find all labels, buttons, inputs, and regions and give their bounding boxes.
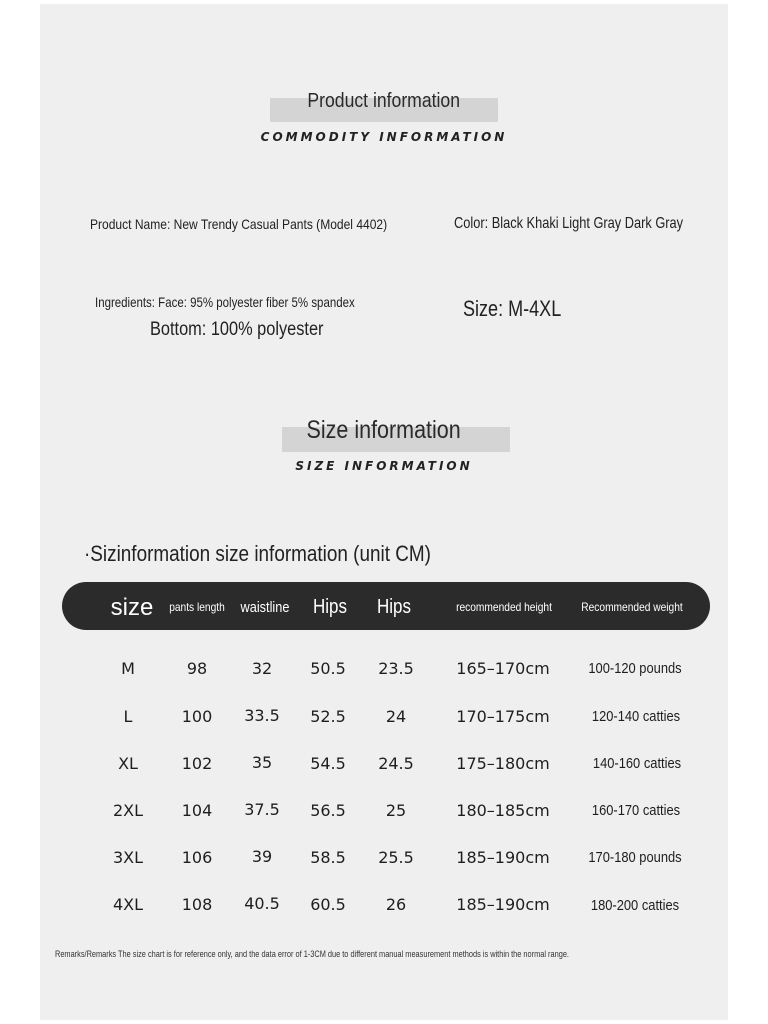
cell-waistline: 33.5 — [244, 706, 280, 725]
cell-hips-1: 54.5 — [310, 754, 346, 773]
cell-height: 165–170cm — [456, 659, 550, 678]
cell-size: M — [121, 659, 135, 678]
cell-size: 2XL — [112, 801, 144, 820]
cell-weight: 180-200 catties — [590, 897, 680, 914]
cell-pants-length: 102 — [181, 754, 213, 773]
cell-pants-length: 104 — [181, 801, 213, 820]
product-info-title: Product information — [307, 90, 461, 112]
header-pants-length: pants length — [169, 600, 225, 614]
cell-hips-2: 26 — [385, 895, 407, 914]
cell-size: XL — [118, 754, 138, 773]
cell-hips-1: 50.5 — [310, 659, 346, 678]
header-hips-2: Hips — [376, 596, 412, 618]
header-waistline: waistline — [240, 599, 290, 616]
cell-hips-1: 52.5 — [310, 707, 346, 726]
cell-weight: 100-120 pounds — [588, 660, 682, 677]
product-name: Product Name: New Trendy Casual Pants (Model 4402) — [90, 216, 388, 232]
header-recommended-weight: Recommended weight — [581, 600, 683, 614]
cell-pants-length: 108 — [181, 895, 213, 914]
cell-waistline: 35 — [251, 753, 273, 772]
cell-weight: 160-170 catties — [591, 802, 681, 819]
cell-size: 4XL — [112, 895, 144, 914]
product-ingredients-face: Ingredients: Face: 95% polyester fiber 5% spandex — [95, 294, 355, 310]
cell-hips-1: 56.5 — [310, 801, 346, 820]
cell-waistline: 39 — [251, 847, 273, 866]
cell-height: 175–180cm — [456, 754, 550, 773]
header-recommended-height: recommended height — [456, 600, 552, 614]
cell-hips-2: 24 — [385, 707, 407, 726]
header-size: size — [110, 594, 154, 621]
product-info-subtitle: COMMODITY INFORMATION — [260, 130, 508, 144]
cell-pants-length: 106 — [181, 848, 213, 867]
product-ingredients-bottom: Bottom: 100% polyester — [150, 319, 324, 340]
cell-hips-2: 25.5 — [378, 848, 414, 867]
cell-waistline: 40.5 — [244, 894, 280, 913]
cell-weight: 120-140 catties — [591, 708, 681, 725]
product-color: Color: Black Khaki Light Gray Dark Gray — [454, 215, 684, 232]
cell-waistline: 32 — [251, 659, 273, 678]
product-info-card — [40, 4, 728, 1020]
cell-size: 3XL — [112, 848, 144, 867]
cell-height: 170–175cm — [456, 707, 550, 726]
cell-weight: 140-160 catties — [592, 755, 682, 772]
product-size-range: Size: M-4XL — [463, 296, 562, 321]
cell-hips-2: 23.5 — [378, 659, 414, 678]
size-info-title: Size information — [306, 416, 462, 444]
cell-hips-1: 58.5 — [310, 848, 346, 867]
remarks-note: Remarks/Remarks The size chart is for reference only, and the data error of 1-3CM due to different manual measurement methods is within the normal range. — [55, 949, 569, 959]
size-table-caption: ·Sizinformation size information (unit CM) — [84, 541, 431, 566]
cell-height: 185–190cm — [456, 848, 550, 867]
cell-hips-2: 25 — [385, 801, 407, 820]
size-info-subtitle: SIZE INFORMATION — [295, 459, 473, 473]
cell-waistline: 37.5 — [244, 800, 280, 819]
cell-size: L — [123, 707, 133, 726]
cell-height: 180–185cm — [456, 801, 550, 820]
cell-hips-1: 60.5 — [310, 895, 346, 914]
size-table-header — [62, 582, 710, 630]
cell-hips-2: 24.5 — [378, 754, 414, 773]
cell-height: 185–190cm — [456, 895, 550, 914]
cell-weight: 170-180 pounds — [588, 849, 682, 866]
cell-pants-length: 100 — [181, 707, 213, 726]
header-hips-1: Hips — [312, 596, 348, 618]
cell-pants-length: 98 — [186, 659, 208, 678]
